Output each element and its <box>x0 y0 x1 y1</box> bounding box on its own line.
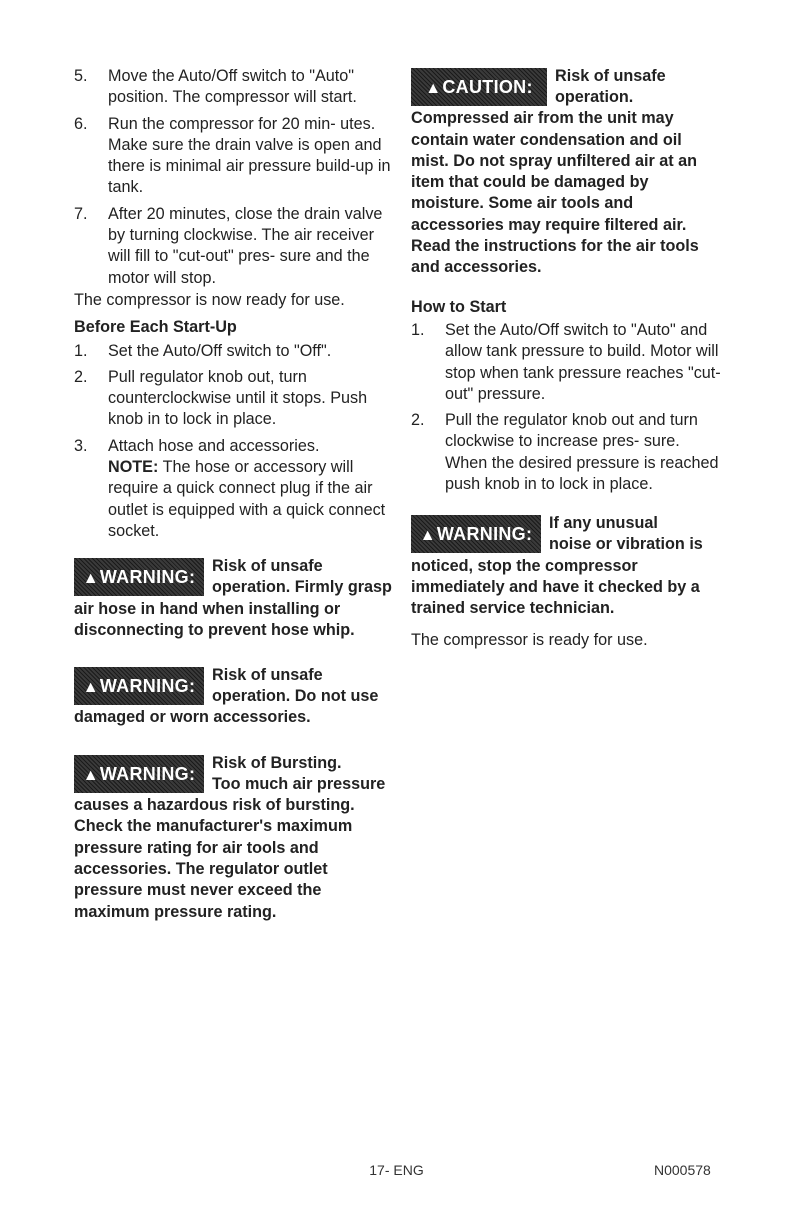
step-number: 3. <box>74 436 88 455</box>
step-text: Run the compressor for 20 min- utes. Make sure the drain valve is open and there is minimal air pressure build-up in tank. <box>108 114 391 197</box>
step-text: Set the Auto/Off switch to "Auto" and allow tank pressure to build. Motor will stop when tank pressure reaches "cut-out" pressure. <box>445 320 721 403</box>
list-item <box>74 436 392 542</box>
list-item <box>411 320 723 405</box>
list-item <box>74 114 392 199</box>
alert-triangle-icon: ▲ <box>82 570 99 588</box>
badge-label: WARNING: <box>99 567 196 588</box>
warning-lead: If any unusual <box>549 514 658 533</box>
badge-label: WARNING: <box>99 676 196 697</box>
warning-damaged-accessories <box>74 665 392 729</box>
step-text: Pull regulator knob out, turn counterclockwise until it stops. Push knob in to lock in place. <box>108 367 368 429</box>
how-to-start-steps-list <box>411 320 723 495</box>
page-number: 17- ENG <box>369 1162 424 1178</box>
step-number: 2. <box>411 411 425 430</box>
step-number: 1. <box>411 320 425 339</box>
warning-bursting <box>74 753 392 923</box>
step-number: 1. <box>74 341 88 360</box>
warning-hose-whip <box>74 556 392 641</box>
step-text: Attach hose and accessories. <box>108 436 320 455</box>
step-number: 7. <box>74 204 88 223</box>
step-number: 2. <box>74 367 88 386</box>
warning-lead: Risk of unsafe <box>212 666 323 685</box>
ready-text: The compressor is now ready for use. <box>74 290 345 309</box>
list-item <box>74 66 392 109</box>
right-column <box>411 66 723 651</box>
list-item <box>74 204 392 289</box>
alert-triangle-icon: ▲ <box>82 679 99 697</box>
list-item <box>74 341 392 362</box>
note-text: The hose or accessory will require a quick connect plug if the air outlet is equipped with a quick connect socket. <box>108 458 386 540</box>
list-item <box>411 410 723 495</box>
warning-body: operation. Firmly grasp air hose in hand when installing or disconnecting to prevent hose whip. <box>74 578 392 639</box>
alert-triangle-icon: ▲ <box>419 527 436 545</box>
warning-unusual-noise <box>411 513 723 619</box>
list-item <box>74 367 392 431</box>
warning-lead: Risk of Bursting. <box>212 753 342 772</box>
alert-triangle-icon: ▲ <box>425 80 442 97</box>
warning-body: noise or vibration is noticed, stop the compressor immediately and have it checked by a trained service technician. <box>411 535 703 618</box>
badge-label: WARNING: <box>99 763 196 784</box>
warning-lead: Risk of unsafe <box>212 557 323 576</box>
section-heading-how-to-start: How to Start <box>411 297 507 316</box>
caution-compressed-air <box>411 66 723 279</box>
step-number: 5. <box>74 67 88 85</box>
badge-label: CAUTION: <box>442 77 533 97</box>
caution-badge <box>411 68 547 106</box>
warning-badge <box>411 515 541 553</box>
step-text: Move the Auto/Off switch to "Auto" position. The compressor will start. <box>108 67 357 107</box>
caution-lead: Risk of unsafe <box>555 67 666 85</box>
warning-badge <box>74 667 204 705</box>
alert-triangle-icon: ▲ <box>82 766 99 784</box>
step-text: After 20 minutes, close the drain valve by turning clockwise. The air receiver will fill to "cut-out" pres- sure and the motor will stop. <box>108 204 383 287</box>
before-start-steps-list <box>74 341 392 543</box>
left-column <box>74 66 392 923</box>
section-heading-before-start-up: Before Each Start-Up <box>74 318 237 337</box>
step-text: Set the Auto/Off switch to "Off". <box>108 341 332 360</box>
document-code: N000578 <box>654 1162 711 1178</box>
startup-steps-list <box>74 66 392 289</box>
note-label: NOTE: <box>108 458 159 477</box>
warning-body: operation. Do not use damaged or worn accessories. <box>74 687 379 727</box>
badge-label: WARNING: <box>436 524 533 545</box>
caution-body: operation. Compressed air from the unit may contain water condensation and oil mist. Do not spray unfiltered air at an item that could be damaged by moisture. Some air tools and accessories may require filtered air. Read the instructions for the air tools and accessories. <box>411 88 699 277</box>
warning-badge <box>74 755 204 793</box>
warning-body: Too much air pressure causes a hazardous risk of bursting. Check the manufacturer's maximum pressure rating for air tools and accessories. The regulator outlet pressure must never exceed the maximum pressure rating. <box>74 774 386 921</box>
step-number: 6. <box>74 114 88 133</box>
warning-badge <box>74 558 204 596</box>
ready-text: The compressor is ready for use. <box>411 630 648 649</box>
step-text: Pull the regulator knob out and turn clockwise to increase pres- sure. When the desired pressure is reached push knob in to lock in place. <box>445 411 719 494</box>
